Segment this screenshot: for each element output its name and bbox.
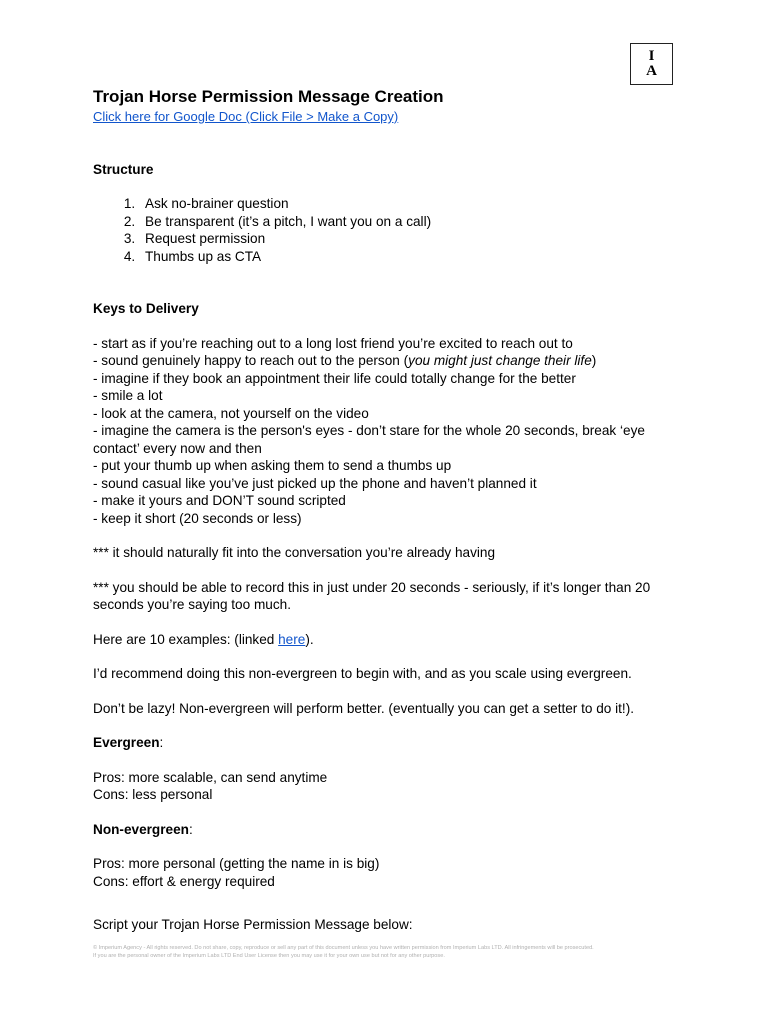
non-evergreen-cons: Cons: effort & energy required: [93, 873, 275, 889]
keys-line: - imagine the camera is the person's eyes - don’t stare for the whole 20 seconds, break ‘eye contact’ every now and then: [93, 423, 645, 456]
copyright-footer: [93, 944, 693, 960]
footer-line: If you are the personal owner of the Imperium Labs LTD End User License then you may use it for your own use but not for any other purpose.: [93, 953, 445, 959]
keys-line: - keep it short (20 seconds or less): [93, 510, 302, 526]
google-doc-link[interactable]: Click here for Google Doc (Click File > Make a Copy): [93, 109, 399, 124]
keys-line: - smile a lot: [93, 388, 163, 403]
page-title: Trojan Horse Permission Message Creation: [93, 87, 444, 106]
script-prompt: Script your Trojan Horse Permission Message below:: [93, 917, 413, 932]
logo: [630, 43, 673, 85]
list-item: 3. Request permission: [139, 230, 693, 248]
keys-line: - put your thumb up when asking them to send a thumbs up: [93, 458, 452, 473]
keys-line: - start as if you’re reaching out to a long lost friend you’re excited to reach out to: [93, 335, 573, 351]
emphasis-text: you might just change their life: [408, 353, 592, 368]
keys-line: - look at the camera, not yourself on the video: [93, 405, 369, 421]
note-duration: *** you should be able to record this in just under 20 seconds - seriously, if it’s longer than 20 seconds you’re saying too much.: [93, 579, 651, 612]
non-evergreen-heading: Non-evergreen:: [93, 821, 193, 837]
keys-line: - imagine if they book an appointment their life could totally change for the better: [93, 370, 576, 386]
recommendation: I’d recommend doing this non-evergreen to begin with, and as you scale using evergreen.: [93, 666, 632, 681]
logo-letter-i: I: [648, 48, 655, 64]
footer-line: © Imperium Agency - All rights reserved. Do not share, copy, reproduce or sell any part of this document unless you have written permission from Imperium Labs LTD. All infringements will be prosecuted.: [93, 945, 594, 951]
document-body: [93, 86, 693, 934]
examples-link[interactable]: here: [278, 631, 306, 647]
evergreen-cons: Cons: less personal: [93, 787, 213, 802]
non-evergreen-pros: Pros: more personal (getting the name in is big): [93, 856, 380, 871]
keys-line: - sound casual like you’ve just picked up the phone and haven’t planned it: [93, 475, 537, 491]
structure-heading: Structure: [93, 161, 154, 177]
keys-line: - sound genuinely happy to reach out to the person (you might just change their life): [93, 353, 597, 368]
evergreen-heading: Evergreen:: [93, 735, 164, 750]
evergreen-pros: Pros: more scalable, can send anytime: [93, 769, 328, 785]
examples-line: Here are 10 examples: (linked here).: [93, 631, 314, 647]
keys-heading: Keys to Delivery: [93, 301, 199, 316]
structure-list: [93, 195, 693, 265]
list-item: 2. Be transparent (it’s a pitch, I want you on a call): [139, 213, 693, 231]
list-item: 4. Thumbs up as CTA: [139, 248, 693, 266]
keys-line: - make it yours and DON’T sound scripted: [93, 493, 346, 508]
list-item: 1. Ask no-brainer question: [139, 195, 693, 213]
logo-letter-a: A: [646, 63, 657, 79]
lazy-note: Don’t be lazy! Non-evergreen will perform better. (eventually you can get a setter to do it!).: [93, 700, 634, 716]
note-fit: *** it should naturally fit into the conversation you’re already having: [93, 545, 496, 560]
